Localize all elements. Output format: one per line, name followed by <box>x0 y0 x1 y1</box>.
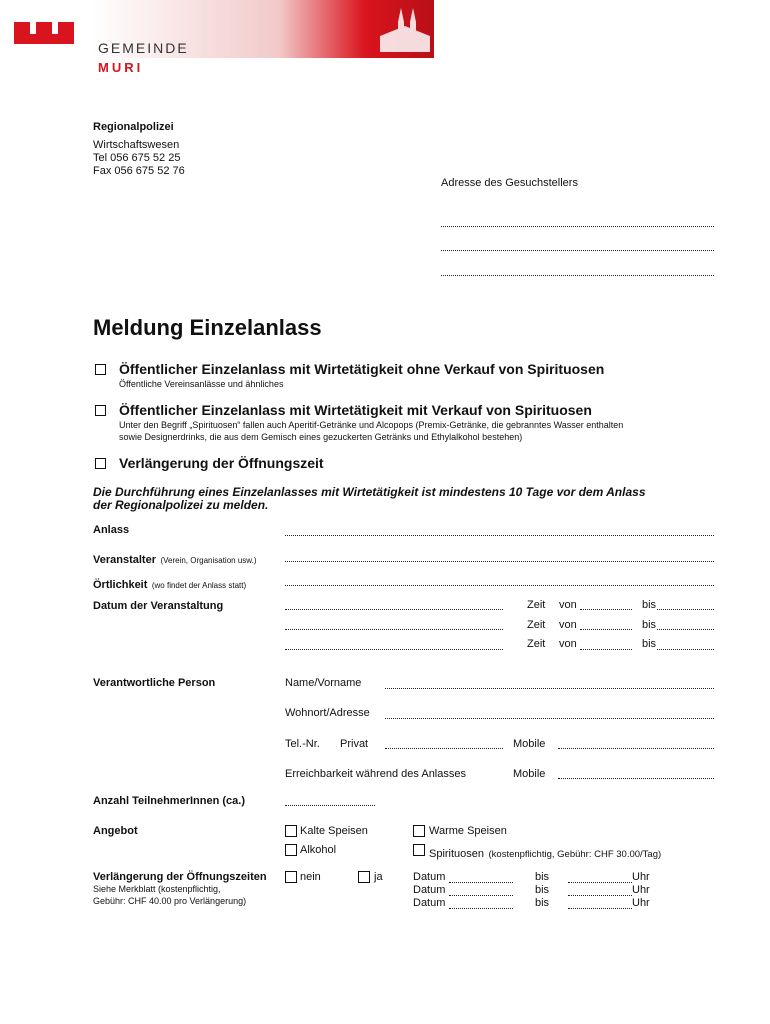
privat-field[interactable] <box>385 748 503 749</box>
mobile-label-2: Mobile <box>513 768 546 780</box>
option-2-checkbox[interactable] <box>95 405 106 416</box>
spirituosen-label: Spirituosen <box>429 848 485 860</box>
datum-field-1[interactable] <box>285 609 503 610</box>
page-title: Meldung Einzelanlass <box>93 315 322 340</box>
bis-label-1: bis <box>642 599 657 611</box>
tel-label: Tel.-Nr. <box>285 738 320 750</box>
option-3-label: Verlängerung der Öffnungszeit <box>119 455 324 471</box>
wohnort-label: Wohnort/Adresse <box>285 707 370 719</box>
option-1-label: Öffentlicher Einzelanlass mit Wirtetätigkeit ohne Verkauf von Spirituosen <box>119 361 605 377</box>
org-name-line2: MURI <box>98 60 144 75</box>
name-field[interactable] <box>385 688 714 689</box>
zeit-label-3: Zeit <box>527 638 546 650</box>
alkohol-label: Alkohol <box>300 844 337 856</box>
kalte-checkbox[interactable] <box>285 825 297 837</box>
datum-field-2[interactable] <box>285 629 503 630</box>
bis-label-2: bis <box>642 619 657 631</box>
veranstalter-hint: (Verein, Organisation usw.) <box>160 556 257 565</box>
datum-field-3[interactable] <box>285 649 503 650</box>
verl-datum-label-1: Datum <box>413 871 446 883</box>
verl-bis-label-1: bis <box>535 871 550 883</box>
verlaengerung-note-2: Gebühr: CHF 40.00 pro Verlängerung) <box>93 896 247 906</box>
option-2-note-2: sowie Designerdrinks, die aus dem Gemisch eines gezuckerten Getränks und Ethylalkohol bestehen) <box>119 432 523 442</box>
verlaengerung-label: Verlängerung der Öffnungszeiten <box>93 871 267 883</box>
zeit-label-1: Zeit <box>527 599 546 611</box>
bis-field-1[interactable] <box>657 609 714 610</box>
angebot-label: Angebot <box>93 825 138 837</box>
alkohol-checkbox[interactable] <box>285 844 297 856</box>
veranstalter-row <box>93 550 256 568</box>
verl-bis-field-1[interactable] <box>568 882 632 883</box>
verl-bis-field-3[interactable] <box>568 908 632 909</box>
von-field-3[interactable] <box>580 649 632 650</box>
bis-field-2[interactable] <box>657 629 714 630</box>
kalte-label: Kalte Speisen <box>300 825 368 837</box>
mobile-field-1[interactable] <box>558 748 714 749</box>
spirituosen-hint: (kostenpflichtig, Gebühr: CHF 30.00/Tag) <box>488 849 662 860</box>
notice-line-2: der Regionalpolizei zu melden. <box>93 498 269 512</box>
nein-checkbox[interactable] <box>285 871 297 883</box>
verl-datum-field-2[interactable] <box>449 895 513 896</box>
anlass-field[interactable] <box>285 535 714 536</box>
oertlichkeit-row <box>93 575 246 593</box>
bis-field-3[interactable] <box>657 649 714 650</box>
header-banner <box>0 0 434 62</box>
verl-uhr-label-1: Uhr <box>632 871 650 883</box>
datum-label: Datum der Veranstaltung <box>93 600 224 612</box>
ja-label: ja <box>374 871 383 883</box>
bis-label-3: bis <box>642 638 657 650</box>
mobile-label-1: Mobile <box>513 738 546 750</box>
spirituosen-row <box>429 844 661 862</box>
verl-datum-field-1[interactable] <box>449 882 513 883</box>
teilnehmer-field[interactable] <box>285 805 375 806</box>
oertlichkeit-field[interactable] <box>285 585 714 586</box>
spirituosen-checkbox[interactable] <box>413 844 425 856</box>
teilnehmer-label: Anzahl TeilnehmerInnen (ca.) <box>93 795 245 807</box>
verl-uhr-label-2: Uhr <box>632 884 650 896</box>
warme-label: Warme Speisen <box>429 825 507 837</box>
verl-bis-label-2: bis <box>535 884 550 896</box>
sender-section: Wirtschaftswesen <box>93 139 180 151</box>
verl-datum-field-3[interactable] <box>449 908 513 909</box>
mobile-field-2[interactable] <box>558 778 714 779</box>
von-field-2[interactable] <box>580 629 632 630</box>
name-label: Name/Vorname <box>285 677 362 689</box>
verlaengerung-note-1: Siehe Merkblatt (kostenpflichtig, <box>93 884 221 894</box>
wohnort-field[interactable] <box>385 718 714 719</box>
von-field-1[interactable] <box>580 609 632 610</box>
ja-checkbox[interactable] <box>358 871 370 883</box>
option-2-label: Öffentlicher Einzelanlass mit Wirtetätigkeit mit Verkauf von Spirituosen <box>119 402 592 418</box>
von-label-1: von <box>559 599 577 611</box>
warme-checkbox[interactable] <box>413 825 425 837</box>
option-3-checkbox[interactable] <box>95 458 106 469</box>
address-line-2[interactable] <box>441 250 714 251</box>
von-label-3: von <box>559 638 577 650</box>
veranstalter-label: Veranstalter <box>93 554 156 566</box>
erreichbarkeit-label: Erreichbarkeit während des Anlasses <box>285 768 466 780</box>
org-name-line1: GEMEINDE <box>98 40 189 56</box>
veranstalter-field[interactable] <box>285 561 714 562</box>
address-line-3[interactable] <box>441 275 714 276</box>
option-1-note: Öffentliche Vereinsanlässe und ähnliches <box>119 379 284 389</box>
verl-bis-label-3: bis <box>535 897 550 909</box>
option-2-note-1: Unter den Begriff „Spirituosen“ fallen auch Aperitif-Getränke und Alcopops (Premix-Getränke, die gebranntes Wasser enthalten <box>119 420 624 430</box>
anlass-label: Anlass <box>93 524 130 536</box>
verantwortlich-label: Verantwortliche Person <box>93 677 216 689</box>
verl-datum-label-3: Datum <box>413 897 446 909</box>
zeit-label-2: Zeit <box>527 619 546 631</box>
oertlichkeit-hint: (wo findet der Anlass statt) <box>151 581 247 590</box>
address-label: Adresse des Gesuchstellers <box>441 177 578 189</box>
von-label-2: von <box>559 619 577 631</box>
oertlichkeit-label: Örtlichkeit <box>93 579 148 591</box>
privat-label: Privat <box>340 738 369 750</box>
sender-tel: Tel 056 675 52 25 <box>93 152 181 164</box>
nein-label: nein <box>300 871 321 883</box>
sender-fax: Fax 056 675 52 76 <box>93 165 185 177</box>
verl-datum-label-2: Datum <box>413 884 446 896</box>
verl-uhr-label-3: Uhr <box>632 897 650 909</box>
address-line-1[interactable] <box>441 226 714 227</box>
verl-bis-field-2[interactable] <box>568 895 632 896</box>
notice-line-1: Die Durchführung eines Einzelanlasses mit Wirtetätigkeit ist mindestens 10 Tage vor dem Anlass <box>93 485 646 499</box>
sender-department: Regionalpolizei <box>93 121 174 133</box>
option-1-checkbox[interactable] <box>95 364 106 375</box>
